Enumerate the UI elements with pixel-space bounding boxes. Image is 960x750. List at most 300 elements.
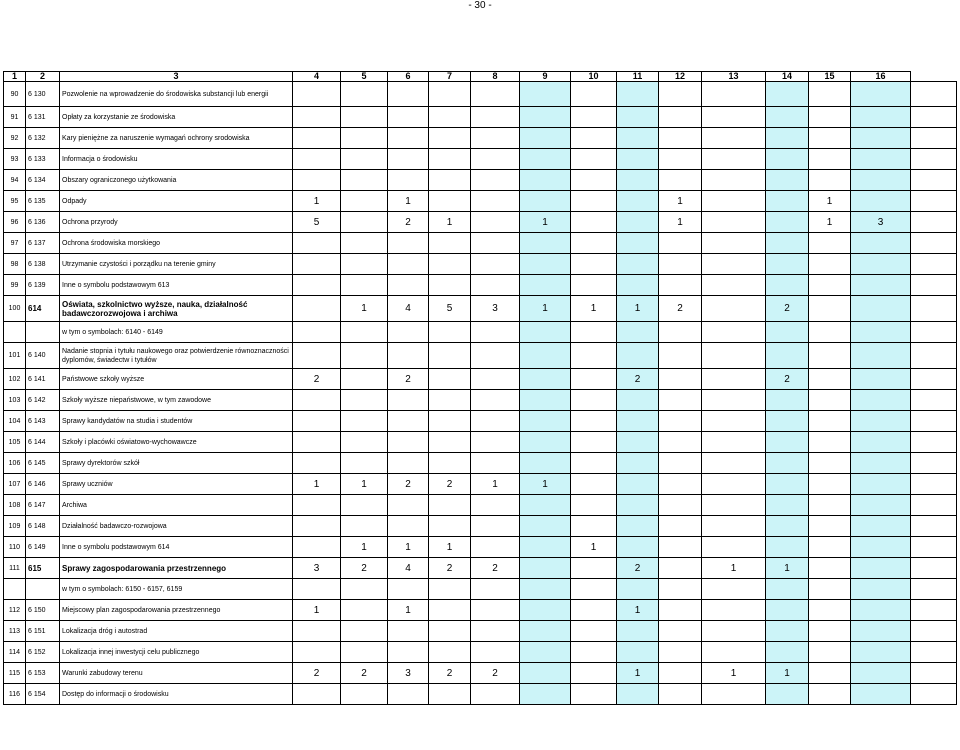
value-cell-col-14	[809, 275, 851, 296]
value-cell-col-4	[341, 516, 388, 537]
row-symbol: 6 152	[26, 642, 60, 663]
column-header-7: 7	[429, 72, 471, 82]
value-cell-col-14	[809, 411, 851, 432]
value-cell-col-4: 1	[341, 474, 388, 495]
value-cell-col-15	[851, 170, 911, 191]
value-cell-col-3	[293, 170, 341, 191]
value-cell-col-14	[809, 82, 851, 107]
table-row	[4, 107, 957, 128]
value-cell-col-3: 1	[293, 474, 341, 495]
value-cell-col-4	[341, 600, 388, 621]
value-cell-col-7	[471, 149, 520, 170]
row-symbol: 6 149	[26, 537, 60, 558]
row-number	[4, 322, 26, 343]
value-cell-col-3: 3	[293, 558, 341, 579]
row-number: 100	[4, 296, 26, 322]
value-cell-col-8	[520, 495, 571, 516]
value-cell-col-12	[702, 453, 766, 474]
value-cell-col-13	[766, 107, 809, 128]
value-cell-col-16	[911, 621, 957, 642]
value-cell-col-3: 1	[293, 191, 341, 212]
value-cell-col-15	[851, 453, 911, 474]
value-cell-col-9	[571, 663, 617, 684]
value-cell-col-14	[809, 537, 851, 558]
value-cell-col-8	[520, 170, 571, 191]
value-cell-col-16	[911, 432, 957, 453]
value-cell-col-16	[911, 537, 957, 558]
value-cell-col-10	[617, 537, 659, 558]
value-cell-col-15	[851, 579, 911, 600]
value-cell-col-11	[659, 558, 702, 579]
value-cell-col-8	[520, 453, 571, 474]
value-cell-col-5	[388, 495, 429, 516]
value-cell-col-6: 1	[429, 537, 471, 558]
value-cell-col-8	[520, 390, 571, 411]
value-cell-col-13	[766, 600, 809, 621]
row-symbol: 6 151	[26, 621, 60, 642]
value-cell-col-6	[429, 453, 471, 474]
value-cell-col-16	[911, 343, 957, 369]
value-cell-col-11: 2	[659, 296, 702, 322]
value-cell-col-3	[293, 107, 341, 128]
value-cell-col-11	[659, 254, 702, 275]
value-cell-col-11	[659, 343, 702, 369]
value-cell-col-6	[429, 254, 471, 275]
value-cell-col-3	[293, 537, 341, 558]
table-row	[4, 82, 957, 107]
value-cell-col-12	[702, 128, 766, 149]
value-cell-col-8	[520, 621, 571, 642]
value-cell-col-7	[471, 537, 520, 558]
value-cell-col-9: 1	[571, 537, 617, 558]
value-cell-col-11: 1	[659, 212, 702, 233]
row-symbol: 6 154	[26, 684, 60, 705]
value-cell-col-16	[911, 191, 957, 212]
table-row	[4, 537, 957, 558]
value-cell-col-15	[851, 191, 911, 212]
value-cell-col-9	[571, 684, 617, 705]
value-cell-col-15	[851, 149, 911, 170]
value-cell-col-12	[702, 642, 766, 663]
value-cell-col-6	[429, 369, 471, 390]
value-cell-col-5	[388, 432, 429, 453]
value-cell-col-15	[851, 642, 911, 663]
value-cell-col-11	[659, 453, 702, 474]
row-symbol: 6 148	[26, 516, 60, 537]
value-cell-col-8: 1	[520, 212, 571, 233]
row-name: Sprawy dyrektorów szkół	[60, 453, 293, 474]
value-cell-col-7	[471, 128, 520, 149]
value-cell-col-12	[702, 275, 766, 296]
value-cell-col-14	[809, 343, 851, 369]
row-symbol: 6 153	[26, 663, 60, 684]
value-cell-col-14	[809, 684, 851, 705]
value-cell-col-14	[809, 453, 851, 474]
value-cell-col-6	[429, 128, 471, 149]
value-cell-col-8: 1	[520, 296, 571, 322]
value-cell-col-13	[766, 474, 809, 495]
table-row	[4, 621, 957, 642]
value-cell-col-13	[766, 149, 809, 170]
row-symbol: 614	[26, 296, 60, 322]
value-cell-col-6	[429, 495, 471, 516]
value-cell-col-10	[617, 495, 659, 516]
row-number: 90	[4, 82, 26, 107]
value-cell-col-7	[471, 369, 520, 390]
value-cell-col-10	[617, 474, 659, 495]
value-cell-col-5	[388, 275, 429, 296]
value-cell-col-10	[617, 107, 659, 128]
value-cell-col-6	[429, 343, 471, 369]
value-cell-col-10	[617, 516, 659, 537]
value-cell-col-4	[341, 621, 388, 642]
value-cell-col-7	[471, 107, 520, 128]
value-cell-col-12	[702, 600, 766, 621]
value-cell-col-3	[293, 390, 341, 411]
value-cell-col-3	[293, 233, 341, 254]
value-cell-col-15	[851, 296, 911, 322]
column-header-2: 2	[26, 72, 60, 82]
value-cell-col-8	[520, 663, 571, 684]
value-cell-col-9	[571, 82, 617, 107]
value-cell-col-7	[471, 275, 520, 296]
value-cell-col-16	[911, 495, 957, 516]
value-cell-col-15	[851, 369, 911, 390]
table-row	[4, 453, 957, 474]
value-cell-col-13	[766, 432, 809, 453]
row-symbol: 6 136	[26, 212, 60, 233]
row-number: 106	[4, 453, 26, 474]
value-cell-col-12: 1	[702, 558, 766, 579]
value-cell-col-14	[809, 642, 851, 663]
value-cell-col-4: 1	[341, 537, 388, 558]
row-symbol: 6 137	[26, 233, 60, 254]
value-cell-col-7: 3	[471, 296, 520, 322]
value-cell-col-5	[388, 149, 429, 170]
value-cell-col-12	[702, 474, 766, 495]
value-cell-col-8	[520, 128, 571, 149]
row-symbol: 6 139	[26, 275, 60, 296]
value-cell-col-13	[766, 82, 809, 107]
value-cell-col-6	[429, 432, 471, 453]
value-cell-col-11	[659, 537, 702, 558]
value-cell-col-10	[617, 343, 659, 369]
column-header-15: 15	[809, 72, 851, 82]
value-cell-col-14	[809, 621, 851, 642]
value-cell-col-8	[520, 233, 571, 254]
value-cell-col-8	[520, 684, 571, 705]
value-cell-col-10	[617, 275, 659, 296]
value-cell-col-11: 1	[659, 191, 702, 212]
value-cell-col-16	[911, 107, 957, 128]
value-cell-col-13	[766, 411, 809, 432]
row-name: Inne o symbolu podstawowym 614	[60, 537, 293, 558]
value-cell-col-12	[702, 170, 766, 191]
value-cell-col-12	[702, 516, 766, 537]
value-cell-col-16	[911, 558, 957, 579]
value-cell-col-10	[617, 453, 659, 474]
value-cell-col-12	[702, 212, 766, 233]
value-cell-col-9	[571, 343, 617, 369]
value-cell-col-7	[471, 642, 520, 663]
row-name: Lokalizacja dróg i autostrad	[60, 621, 293, 642]
value-cell-col-13	[766, 390, 809, 411]
value-cell-col-4	[341, 343, 388, 369]
value-cell-col-8	[520, 254, 571, 275]
value-cell-col-16	[911, 663, 957, 684]
value-cell-col-3	[293, 82, 341, 107]
row-number: 114	[4, 642, 26, 663]
value-cell-col-3	[293, 495, 341, 516]
value-cell-col-5	[388, 170, 429, 191]
value-cell-col-8: 1	[520, 474, 571, 495]
value-cell-col-5	[388, 107, 429, 128]
value-cell-col-10	[617, 82, 659, 107]
value-cell-col-15	[851, 558, 911, 579]
table-row	[4, 600, 957, 621]
table-row	[4, 296, 957, 322]
table-row	[4, 369, 957, 390]
value-cell-col-9	[571, 275, 617, 296]
row-name: Dostęp do informacji o środowisku	[60, 684, 293, 705]
value-cell-col-4	[341, 453, 388, 474]
value-cell-col-12	[702, 369, 766, 390]
row-name: Sprawy zagospodarowania przestrzennego	[60, 558, 293, 579]
value-cell-col-9	[571, 254, 617, 275]
value-cell-col-16	[911, 600, 957, 621]
value-cell-col-13	[766, 537, 809, 558]
row-name: Ochrona przyrody	[60, 212, 293, 233]
value-cell-col-4	[341, 149, 388, 170]
value-cell-col-5	[388, 390, 429, 411]
value-cell-col-4: 2	[341, 663, 388, 684]
value-cell-col-5	[388, 233, 429, 254]
value-cell-col-9	[571, 390, 617, 411]
value-cell-col-14	[809, 170, 851, 191]
value-cell-col-6: 5	[429, 296, 471, 322]
row-name: Inne o symbolu podstawowym 613	[60, 275, 293, 296]
table-row	[4, 495, 957, 516]
value-cell-col-13	[766, 642, 809, 663]
value-cell-col-12	[702, 432, 766, 453]
table-row	[4, 170, 957, 191]
row-number: 113	[4, 621, 26, 642]
value-cell-col-11	[659, 495, 702, 516]
row-symbol	[26, 579, 60, 600]
row-symbol: 6 134	[26, 170, 60, 191]
value-cell-col-6	[429, 600, 471, 621]
value-cell-col-16	[911, 411, 957, 432]
value-cell-col-6	[429, 170, 471, 191]
value-cell-col-4	[341, 411, 388, 432]
value-cell-col-6	[429, 642, 471, 663]
value-cell-col-16	[911, 369, 957, 390]
row-number: 96	[4, 212, 26, 233]
value-cell-col-9	[571, 233, 617, 254]
value-cell-col-10: 1	[617, 663, 659, 684]
value-cell-col-16	[911, 212, 957, 233]
row-symbol: 6 150	[26, 600, 60, 621]
value-cell-col-9	[571, 128, 617, 149]
value-cell-col-13	[766, 579, 809, 600]
value-cell-col-10	[617, 621, 659, 642]
value-cell-col-10	[617, 411, 659, 432]
value-cell-col-8	[520, 107, 571, 128]
value-cell-col-14	[809, 322, 851, 343]
row-name: Archiwa	[60, 495, 293, 516]
value-cell-col-15	[851, 621, 911, 642]
value-cell-col-9	[571, 600, 617, 621]
value-cell-col-9	[571, 149, 617, 170]
value-cell-col-9	[571, 432, 617, 453]
row-number: 92	[4, 128, 26, 149]
value-cell-col-5: 2	[388, 369, 429, 390]
value-cell-col-3	[293, 275, 341, 296]
value-cell-col-5	[388, 579, 429, 600]
value-cell-col-9	[571, 170, 617, 191]
value-cell-col-16	[911, 233, 957, 254]
value-cell-col-11	[659, 82, 702, 107]
value-cell-col-15	[851, 254, 911, 275]
value-cell-col-3	[293, 343, 341, 369]
value-cell-col-7: 1	[471, 474, 520, 495]
row-number: 104	[4, 411, 26, 432]
value-cell-col-8	[520, 369, 571, 390]
table-row	[4, 254, 957, 275]
row-name: Odpady	[60, 191, 293, 212]
value-cell-col-13	[766, 322, 809, 343]
value-cell-col-6	[429, 149, 471, 170]
value-cell-col-4	[341, 579, 388, 600]
row-symbol: 6 131	[26, 107, 60, 128]
value-cell-col-15	[851, 233, 911, 254]
value-cell-col-5: 3	[388, 663, 429, 684]
value-cell-col-7	[471, 684, 520, 705]
value-cell-col-11	[659, 369, 702, 390]
value-cell-col-11	[659, 600, 702, 621]
table-row	[4, 343, 957, 369]
value-cell-col-4	[341, 322, 388, 343]
value-cell-col-10	[617, 170, 659, 191]
value-cell-col-10	[617, 233, 659, 254]
row-name: Sprawy uczniów	[60, 474, 293, 495]
header-row	[4, 72, 957, 82]
value-cell-col-14	[809, 516, 851, 537]
value-cell-col-10	[617, 322, 659, 343]
value-cell-col-9	[571, 191, 617, 212]
value-cell-col-10	[617, 254, 659, 275]
value-cell-col-7	[471, 170, 520, 191]
value-cell-col-10	[617, 149, 659, 170]
value-cell-col-7	[471, 516, 520, 537]
column-header-10: 10	[571, 72, 617, 82]
value-cell-col-9	[571, 579, 617, 600]
value-cell-col-13	[766, 233, 809, 254]
row-number: 98	[4, 254, 26, 275]
value-cell-col-9	[571, 642, 617, 663]
value-cell-col-14: 1	[809, 191, 851, 212]
value-cell-col-6	[429, 579, 471, 600]
column-header-4: 4	[293, 72, 341, 82]
value-cell-col-12	[702, 233, 766, 254]
value-cell-col-7	[471, 82, 520, 107]
value-cell-col-6: 2	[429, 558, 471, 579]
value-cell-col-11	[659, 275, 702, 296]
value-cell-col-12	[702, 537, 766, 558]
value-cell-col-15	[851, 128, 911, 149]
value-cell-col-3: 2	[293, 663, 341, 684]
value-cell-col-14	[809, 663, 851, 684]
row-symbol: 6 135	[26, 191, 60, 212]
value-cell-col-3	[293, 453, 341, 474]
value-cell-col-15	[851, 600, 911, 621]
row-name: Państwowe szkoły wyższe	[60, 369, 293, 390]
value-cell-col-11	[659, 642, 702, 663]
value-cell-col-14	[809, 128, 851, 149]
row-symbol: 6 133	[26, 149, 60, 170]
value-cell-col-15	[851, 474, 911, 495]
value-cell-col-4	[341, 432, 388, 453]
value-cell-col-7	[471, 600, 520, 621]
value-cell-col-14	[809, 233, 851, 254]
value-cell-col-16	[911, 149, 957, 170]
value-cell-col-9	[571, 322, 617, 343]
value-cell-col-7	[471, 191, 520, 212]
table-row	[4, 411, 957, 432]
value-cell-col-13	[766, 516, 809, 537]
value-cell-col-5	[388, 453, 429, 474]
row-name: w tym o symbolach: 6140 - 6149	[60, 322, 293, 343]
value-cell-col-13: 2	[766, 296, 809, 322]
value-cell-col-16	[911, 390, 957, 411]
value-cell-col-11	[659, 432, 702, 453]
value-cell-col-6	[429, 621, 471, 642]
value-cell-col-7	[471, 390, 520, 411]
value-cell-col-3	[293, 516, 341, 537]
row-number: 99	[4, 275, 26, 296]
value-cell-col-5: 1	[388, 191, 429, 212]
value-cell-col-3	[293, 432, 341, 453]
value-cell-col-15	[851, 322, 911, 343]
value-cell-col-4	[341, 642, 388, 663]
value-cell-col-4	[341, 369, 388, 390]
value-cell-col-11	[659, 128, 702, 149]
value-cell-col-6	[429, 411, 471, 432]
value-cell-col-12	[702, 495, 766, 516]
value-cell-col-10	[617, 191, 659, 212]
value-cell-col-14	[809, 369, 851, 390]
value-cell-col-3	[293, 322, 341, 343]
value-cell-col-16	[911, 322, 957, 343]
row-symbol: 6 130	[26, 82, 60, 107]
value-cell-col-16	[911, 684, 957, 705]
value-cell-col-12: 1	[702, 663, 766, 684]
value-cell-col-8	[520, 82, 571, 107]
value-cell-col-5: 4	[388, 296, 429, 322]
value-cell-col-4	[341, 275, 388, 296]
value-cell-col-3	[293, 128, 341, 149]
value-cell-col-14	[809, 107, 851, 128]
value-cell-col-12	[702, 411, 766, 432]
value-cell-col-9	[571, 621, 617, 642]
value-cell-col-6	[429, 107, 471, 128]
value-cell-col-12	[702, 107, 766, 128]
value-cell-col-16	[911, 516, 957, 537]
value-cell-col-13: 1	[766, 558, 809, 579]
row-name: Nadanie stopnia i tytułu naukowego oraz potwierdzenie równoznaczności dyplomów, świadectw i tytułów	[60, 343, 293, 369]
value-cell-col-8	[520, 432, 571, 453]
table-row	[4, 191, 957, 212]
